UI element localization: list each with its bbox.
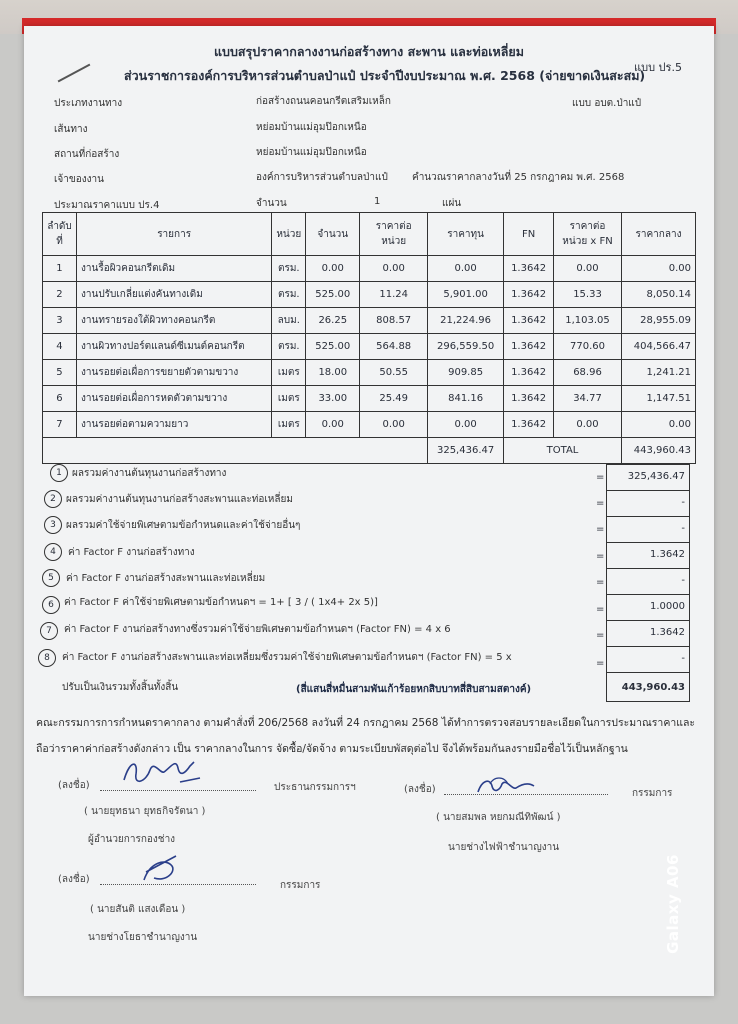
pen-mark (58, 64, 91, 83)
summary-text: ค่า Factor F งานก่อสร้างสะพานและท่อเหลี่ยม (66, 573, 266, 584)
summary-text: ค่า Factor F ค่าใช้จ่ายพิเศษตามข้อกำหนดฯ = 1+ [ 3 / ( 1x4+ 2x 5)] (64, 597, 378, 608)
grand-total-words: (สี่แสนสี่หมื่นสามพันเก้าร้อยหกสิบบาทสี่สิบสามสตางค์) (296, 684, 532, 695)
row-unit: ตรม. (272, 256, 306, 282)
row-cost: 841.16 (428, 386, 504, 412)
work-type-label: ประเภทงานทาง (54, 98, 123, 109)
table-row (43, 386, 696, 412)
row-price-fn: 68.96 (554, 360, 622, 386)
signature-2 (474, 772, 544, 800)
signature-3 (136, 852, 186, 888)
summary-number: 5 (42, 569, 60, 587)
cost-table (42, 212, 696, 464)
signer2-name: ( นายสมพล หยกมณีทิพัฒน์ ) (436, 812, 561, 823)
row-median: 1,147.51 (621, 386, 695, 412)
row-qty: 18.00 (306, 360, 360, 386)
row-fn: 1.3642 (504, 334, 554, 360)
row-cost: 21,224.96 (428, 308, 504, 334)
table-row (43, 360, 696, 386)
summary-number: 8 (38, 649, 56, 667)
row-unit-price: 564.88 (360, 334, 428, 360)
row-no: 2 (43, 282, 77, 308)
row-unit-price: 11.24 (360, 282, 428, 308)
form-number: แบบ ปร.5 (634, 61, 682, 74)
row-item: งานทรายรองใต้ผิวทางคอนกรีต (76, 308, 271, 334)
total-spacer (43, 438, 428, 464)
row-qty: 0.00 (306, 256, 360, 282)
summary-number: 6 (42, 596, 60, 614)
summary-number: 4 (44, 543, 62, 561)
grand-total-value: 443,960.43 (606, 672, 690, 702)
row-unit: เมตร (272, 412, 306, 438)
row-median: 404,566.47 (621, 334, 695, 360)
row-fn: 1.3642 (504, 256, 554, 282)
summary-text: ค่า Factor F งานก่อสร้างทางซึ่งรวมค่าใช้จ่ายพิเศษตามข้อกำหนดฯ (Factor FN) = 4 x 6 (64, 624, 451, 635)
summary-number: 2 (44, 490, 62, 508)
camera-watermark-text: Galaxy A06 (663, 854, 682, 954)
summary-equals: = (596, 577, 605, 588)
sign-label-3: (ลงชื่อ) (58, 874, 90, 885)
camera-watermark (663, 850, 688, 960)
summary-number: 1 (50, 464, 68, 482)
summary-text: ผลรวมค่างานต้นทุนงานก่อสร้างทาง (72, 468, 227, 479)
document-subtitle: ส่วนราชการองค์การบริหารส่วนตำบลป่าแป๋ ประจำปีงบประมาณ พ.ศ. 2568 (จ่ายขาดเงินสะสม) (124, 68, 646, 83)
header-median: ราคากลาง (621, 213, 695, 256)
row-price-fn: 15.33 (554, 282, 622, 308)
row-unit: ตรม. (272, 282, 306, 308)
total-median: 443,960.43 (621, 438, 695, 464)
header-unit-price: ราคาต่อหน่วย (360, 213, 428, 256)
table-row (43, 334, 696, 360)
summary-value: - (606, 516, 690, 542)
row-median: 8,050.14 (621, 282, 695, 308)
row-unit-price: 0.00 (360, 256, 428, 282)
row-qty: 33.00 (306, 386, 360, 412)
row-fn: 1.3642 (504, 386, 554, 412)
row-item: งานรอยต่อเผื่อการขยายตัวตามขวาง (76, 360, 271, 386)
row-qty: 525.00 (306, 334, 360, 360)
row-no: 1 (43, 256, 77, 282)
signer3-role: กรรมการ (280, 880, 321, 891)
site-label: สถานที่ก่อสร้าง (54, 149, 120, 160)
summary-value: - (606, 646, 690, 672)
row-cost: 909.85 (428, 360, 504, 386)
row-cost: 0.00 (428, 412, 504, 438)
count-value: 1 (374, 196, 381, 207)
summary-text: ผลรวมค่าใช้จ่ายพิเศษตามข้อกำหนดและค่าใช้จ่ายอื่นๆ (66, 520, 301, 531)
row-median: 1,241.21 (621, 360, 695, 386)
sheet-label: แผ่น (442, 198, 462, 209)
row-cost: 5,901.00 (428, 282, 504, 308)
row-unit: เมตร (272, 386, 306, 412)
committee-statement-line2: ถือว่าราคาค่าก่อสร้างดังกล่าว เป็น ราคากลางในการ จัดซื้อ/จัดจ้าง ตามระเบียบพัสดุต่อไป จึงได้พร้อมกันลงรายมือชื่อไว้เป็นหลักฐาน (36, 743, 628, 755)
document-sheet (24, 26, 714, 996)
summary-number: 3 (44, 516, 62, 534)
summary-value: 1.3642 (606, 620, 690, 646)
row-unit-price: 25.49 (360, 386, 428, 412)
header-qty: จำนวน (306, 213, 360, 256)
summary-equals: = (596, 524, 605, 535)
row-price-fn: 0.00 (554, 256, 622, 282)
row-median: 0.00 (621, 256, 695, 282)
summary-value: 1.3642 (606, 542, 690, 568)
row-unit-price: 0.00 (360, 412, 428, 438)
work-type-value: ก่อสร้างถนนคอนกรีตเสริมเหล็ก (256, 96, 391, 107)
row-qty: 0.00 (306, 412, 360, 438)
signer1-role: ประธานกรรมการฯ (274, 782, 356, 793)
row-no: 4 (43, 334, 77, 360)
summary-text: ค่า Factor F งานก่อสร้างทาง (68, 547, 195, 558)
owner-value: องค์การบริหารส่วนตำบลป่าแป๋ (256, 172, 388, 183)
grand-total-label: ปรับเป็นเงินรวมทั้งสิ้นทั้งสิ้น (62, 682, 179, 693)
signer1-title: ผู้อำนวยการกองช่าง (88, 834, 176, 845)
row-unit-price: 808.57 (360, 308, 428, 334)
sign-label-1: (ลงชื่อ) (58, 780, 90, 791)
sign-label-2: (ลงชื่อ) (404, 784, 436, 795)
summary-equals: = (596, 551, 605, 562)
summary-value: 325,436.47 (606, 464, 690, 490)
row-unit-price: 50.55 (360, 360, 428, 386)
row-price-fn: 770.60 (554, 334, 622, 360)
header-item: รายการ (76, 213, 271, 256)
row-unit: ตรม. (272, 334, 306, 360)
row-fn: 1.3642 (504, 412, 554, 438)
owner-label: เจ้าของงาน (54, 174, 104, 185)
summary-value: - (606, 490, 690, 516)
row-unit: ลบม. (272, 308, 306, 334)
count-label: จำนวน (256, 198, 287, 209)
row-item: งานรื้อผิวคอนกรีตเดิม (76, 256, 271, 282)
row-cost: 0.00 (428, 256, 504, 282)
row-fn: 1.3642 (504, 360, 554, 386)
header-price-fn: ราคาต่อหน่วย x FN (554, 213, 622, 256)
row-unit: เมตร (272, 360, 306, 386)
signer2-role: กรรมการ (632, 788, 673, 799)
row-qty: 26.25 (306, 308, 360, 334)
row-median: 0.00 (621, 412, 695, 438)
row-item: งานรอยต่อตามความยาว (76, 412, 271, 438)
row-item: งานปรับเกลี่ยแต่งคันทางเดิม (76, 282, 271, 308)
signer1-name: ( นายยุทธนา ยุทธกิจรัตนา ) (84, 806, 206, 817)
summary-text: ค่า Factor F งานก่อสร้างสะพานและท่อเหลี่ยมซึ่งรวมค่าใช้จ่ายพิเศษตามข้อกำหนดฯ (Factor FN) = 5 x (62, 652, 512, 663)
summary-value: - (606, 568, 690, 594)
summary-equals: = (596, 658, 605, 669)
row-no: 6 (43, 386, 77, 412)
row-cost: 296,559.50 (428, 334, 504, 360)
summary-value: 1.0000 (606, 594, 690, 620)
row-item: งานผิวทางปอร์ตแลนด์ซีเมนต์คอนกรีต (76, 334, 271, 360)
signer3-name: ( นายสันติ แสงเดือน ) (90, 904, 186, 915)
row-price-fn: 34.77 (554, 386, 622, 412)
header-fn: FN (504, 213, 554, 256)
summary-equals: = (596, 604, 605, 615)
committee-statement-line1: คณะกรรมการการกำหนดราคากลาง ตามคำสั่งที่ 206/2568 ลงวันที่ 24 กรกฎาคม 2568 ได้ทำการตรวจสอบรายละเอียดในการประมาณราคาและ (36, 717, 696, 729)
row-no: 3 (43, 308, 77, 334)
summary-text: ผลรวมค่างานต้นทุนงานก่อสร้างสะพานและท่อเหลี่ยม (66, 494, 293, 505)
signature-1 (120, 752, 210, 792)
total-row (43, 438, 696, 464)
summary-equals: = (596, 498, 605, 509)
signer2-title: นายช่างไฟฟ้าชำนาญงาน (448, 842, 560, 853)
row-fn: 1.3642 (504, 308, 554, 334)
row-no: 7 (43, 412, 77, 438)
row-fn: 1.3642 (504, 282, 554, 308)
row-item: งานรอยต่อเผื่อการหดตัวตามขวาง (76, 386, 271, 412)
site-value: หย่อมบ้านแม่อุมป๊อกเหนือ (256, 147, 367, 158)
row-no: 5 (43, 360, 77, 386)
estimate-label: ประมาณราคาแบบ ปร.4 (54, 200, 160, 211)
total-cost: 325,436.47 (428, 438, 504, 464)
signer3-title: นายช่างโยธาชำนาญงาน (88, 932, 198, 943)
header-unit: หน่วย (272, 213, 306, 256)
table-row (43, 412, 696, 438)
total-label: TOTAL (504, 438, 622, 464)
table-row (43, 308, 696, 334)
row-qty: 525.00 (306, 282, 360, 308)
row-price-fn: 1,103.05 (554, 308, 622, 334)
route-label: เส้นทาง (54, 124, 88, 135)
route-value: หย่อมบ้านแม่อุมป๊อกเหนือ (256, 122, 367, 133)
row-price-fn: 0.00 (554, 412, 622, 438)
header-cost: ราคาทุน (428, 213, 504, 256)
form-reference: แบบ อบต.ป่าแป๋ (572, 98, 642, 109)
header-no: ลำดับที่ (43, 213, 77, 256)
document-title: แบบสรุปราคากลางงานก่อสร้างทาง สะพาน และท่อเหลี่ยม (213, 44, 524, 59)
table-row (43, 256, 696, 282)
summary-equals: = (596, 630, 605, 641)
row-median: 28,955.09 (621, 308, 695, 334)
summary-number: 7 (40, 622, 58, 640)
summary-equals: = (596, 472, 605, 483)
calc-date: คำนวณราคากลางวันที่ 25 กรกฎาคม พ.ศ. 2568 (412, 172, 625, 183)
table-row (43, 282, 696, 308)
